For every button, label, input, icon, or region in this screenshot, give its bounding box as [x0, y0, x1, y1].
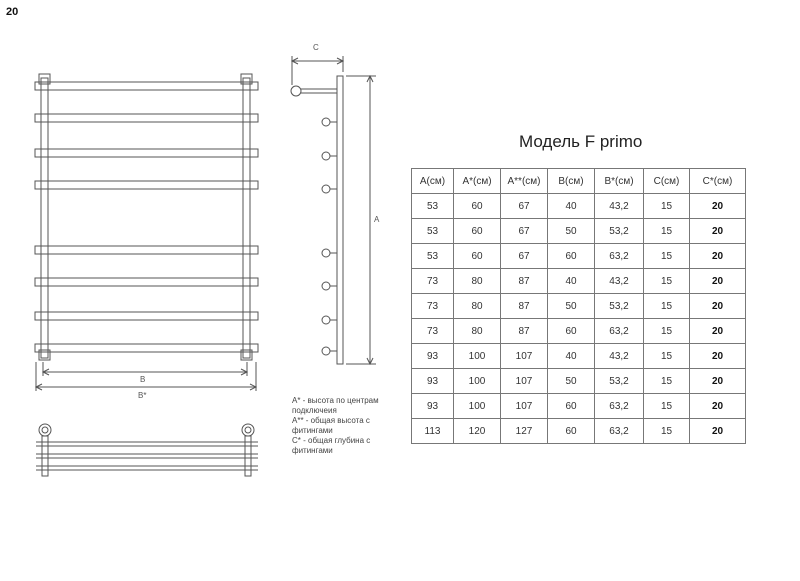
cell: 73 [412, 269, 454, 294]
page-number: 20 [6, 6, 19, 18]
dimension-b [36, 362, 256, 391]
header-b-star: B*(см) [595, 169, 644, 194]
label-a: A [374, 215, 380, 224]
cell: 73 [412, 319, 454, 344]
cell: 80 [454, 294, 501, 319]
table-row [412, 244, 746, 269]
table-row [412, 194, 746, 219]
cell: 15 [644, 394, 690, 419]
cell: 53,2 [595, 294, 644, 319]
cell: 20 [690, 419, 746, 444]
header-c-star: C*(см) [690, 169, 746, 194]
table-row [412, 394, 746, 419]
cell: 60 [454, 219, 501, 244]
table-row [412, 219, 746, 244]
label-b: B [140, 375, 146, 384]
cell: 63,2 [595, 394, 644, 419]
notes [292, 396, 402, 456]
cell: 40 [548, 269, 595, 294]
header-b: B(см) [548, 169, 595, 194]
cell: 15 [644, 244, 690, 269]
cell: 20 [690, 369, 746, 394]
top-view [36, 424, 258, 476]
note-a-double-star: A** - общая высота с фитингами [292, 416, 370, 435]
cell: 87 [501, 319, 548, 344]
cell: 107 [501, 344, 548, 369]
cell: 60 [454, 194, 501, 219]
cell: 43,2 [595, 269, 644, 294]
table-row [412, 294, 746, 319]
cell: 100 [454, 369, 501, 394]
cell: 20 [690, 269, 746, 294]
spec-table [411, 168, 746, 444]
cell: 60 [548, 394, 595, 419]
cell: 60 [548, 244, 595, 269]
cell: 50 [548, 369, 595, 394]
header-a-star: A*(см) [454, 169, 501, 194]
cell: 80 [454, 269, 501, 294]
cell: 93 [412, 344, 454, 369]
cell: 127 [501, 419, 548, 444]
cell: 15 [644, 219, 690, 244]
cell: 53 [412, 194, 454, 219]
table-row [412, 269, 746, 294]
cell: 15 [644, 319, 690, 344]
cell: 20 [690, 244, 746, 269]
table-row [412, 369, 746, 394]
header-a-double-star: A**(см) [501, 169, 548, 194]
cell: 67 [501, 244, 548, 269]
cell: 20 [690, 344, 746, 369]
cell: 100 [454, 344, 501, 369]
label-c: C [313, 43, 319, 52]
cell: 120 [454, 419, 501, 444]
cell: 67 [501, 194, 548, 219]
table-row [412, 319, 746, 344]
side-view [291, 56, 376, 364]
cell: 107 [501, 369, 548, 394]
cell: 15 [644, 269, 690, 294]
cell: 43,2 [595, 344, 644, 369]
cell: 50 [548, 219, 595, 244]
cell: 20 [690, 194, 746, 219]
cell: 53 [412, 244, 454, 269]
cell: 20 [690, 219, 746, 244]
cell: 60 [454, 244, 501, 269]
header-c: C(см) [644, 169, 690, 194]
front-view [35, 74, 258, 360]
cell: 113 [412, 419, 454, 444]
cell: 100 [454, 394, 501, 419]
cell: 93 [412, 394, 454, 419]
cell: 15 [644, 419, 690, 444]
label-b-star: B* [138, 391, 147, 400]
cell: 20 [690, 319, 746, 344]
note-c-star: C* - общая глубина с фитингами [292, 436, 371, 455]
cell: 15 [644, 369, 690, 394]
cell: 20 [690, 394, 746, 419]
cell: 63,2 [595, 419, 644, 444]
cell: 50 [548, 294, 595, 319]
cell: 87 [501, 294, 548, 319]
cell: 15 [644, 194, 690, 219]
table-row [412, 419, 746, 444]
cell: 53,2 [595, 369, 644, 394]
note-a-star: A* - высота по центрам подключеия [292, 396, 379, 415]
cell: 60 [548, 419, 595, 444]
cell: 53 [412, 219, 454, 244]
cell: 67 [501, 219, 548, 244]
model-title: Модель F primo [519, 132, 643, 151]
cell: 60 [548, 319, 595, 344]
cell: 43,2 [595, 194, 644, 219]
cell: 87 [501, 269, 548, 294]
table-row [412, 344, 746, 369]
cell: 80 [454, 319, 501, 344]
cell: 73 [412, 294, 454, 319]
cell: 63,2 [595, 244, 644, 269]
cell: 40 [548, 194, 595, 219]
cell: 40 [548, 344, 595, 369]
cell: 93 [412, 369, 454, 394]
cell: 63,2 [595, 319, 644, 344]
cell: 107 [501, 394, 548, 419]
cell: 53,2 [595, 219, 644, 244]
cell: 15 [644, 344, 690, 369]
header-a: A(см) [412, 169, 454, 194]
cell: 15 [644, 294, 690, 319]
table-header-row [412, 169, 746, 194]
cell: 20 [690, 294, 746, 319]
